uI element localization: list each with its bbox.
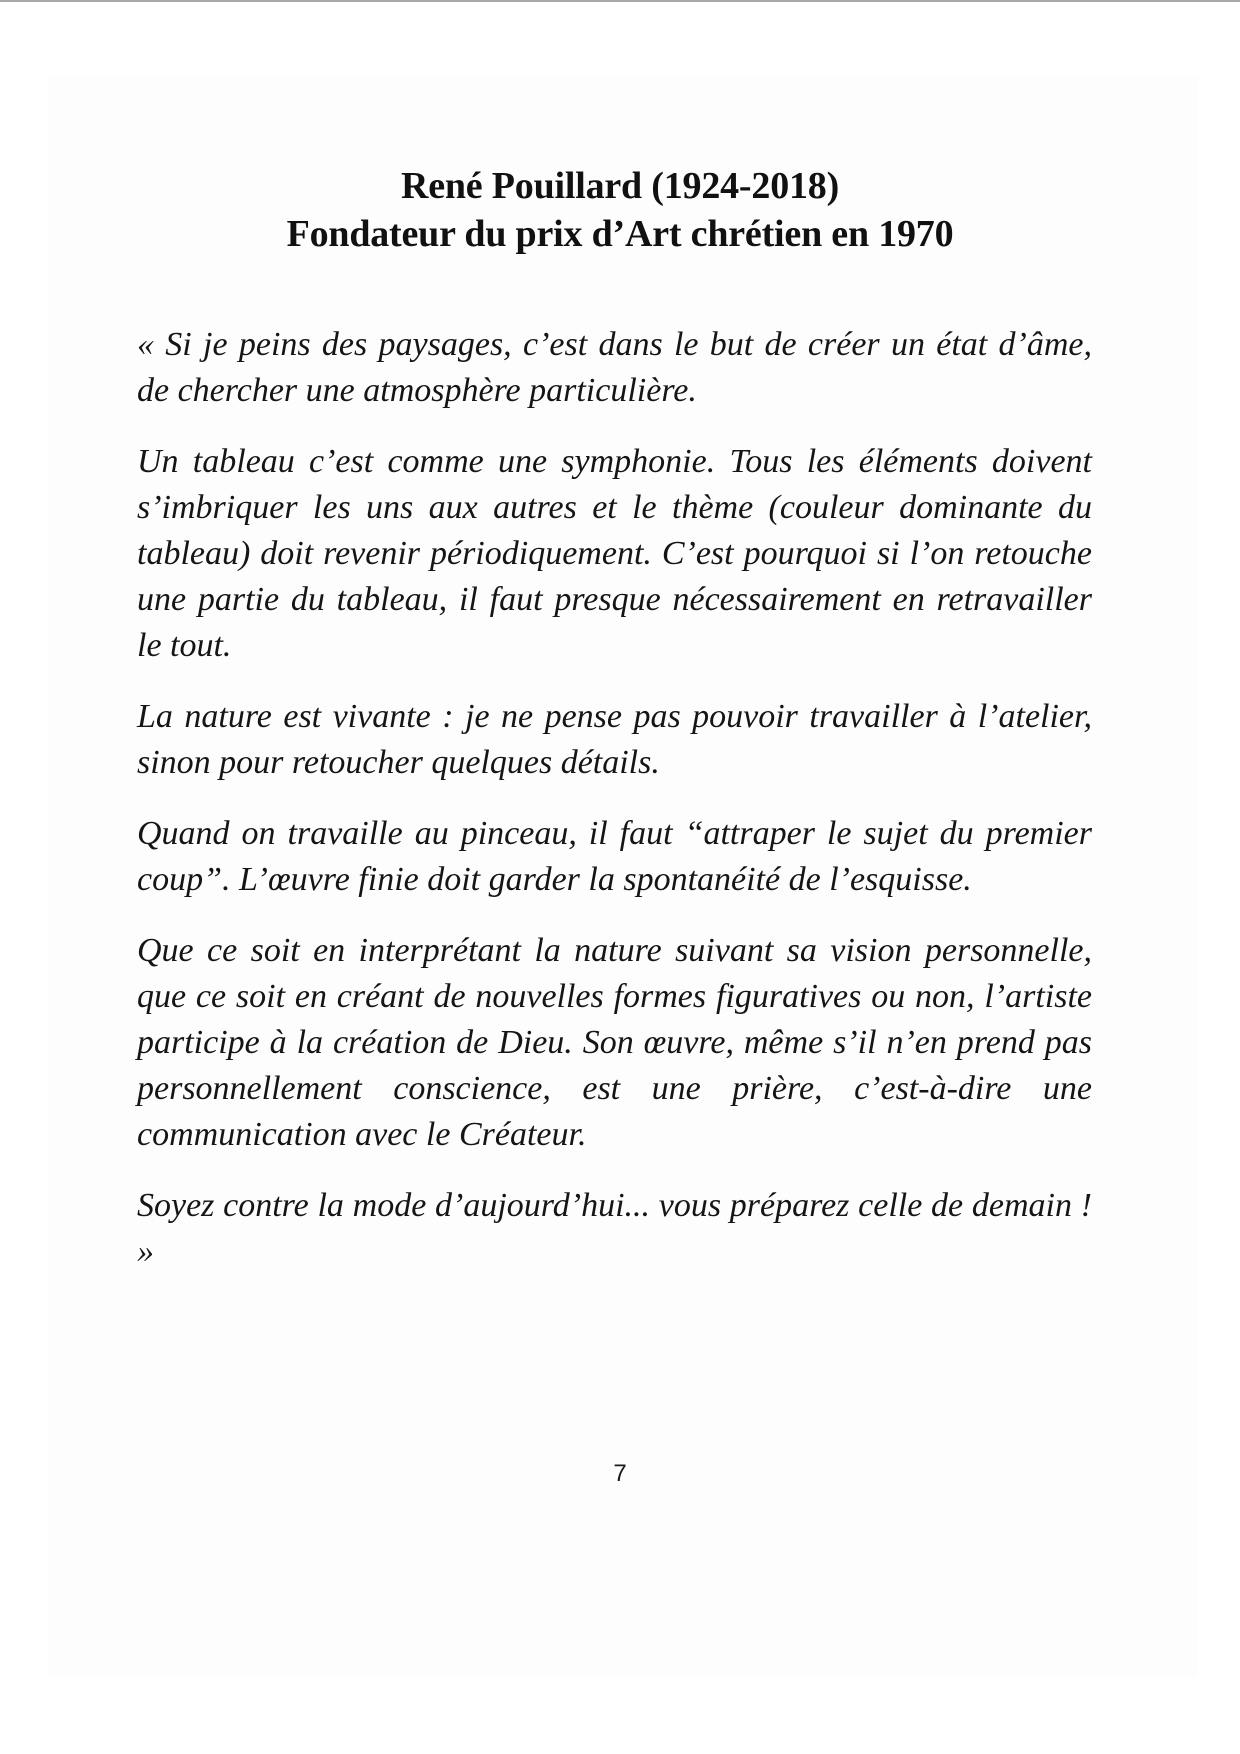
quote-paragraph: La nature est vivante : je ne pense pas pouvoir travailler à l’atelier, sinon pour retoucher quelques détails. — [137, 698, 1092, 781]
page-title — [0, 162, 1240, 258]
quote-paragraph: Quand on travaille au pinceau, il faut “attraper le sujet du premier coup”. L’œuvre finie doit garder la spontanéité de l’esquisse. — [137, 815, 1092, 898]
quote-paragraph: Soyez contre la mode d’aujourd’hui... vous préparez celle de demain ! » — [137, 1187, 1092, 1270]
quote-paragraph: Que ce soit en interprétant la nature suivant sa vision personnelle, que ce soit en créant de nouvelles formes figuratives ou non, l’artiste participe à la création de Dieu. Son œuvre, même s’il n’en prend pas personnellement conscience, est une prière, c’est-à-dire une communication avec le Créateur. — [137, 932, 1092, 1153]
page-number: 7 — [613, 1460, 627, 1487]
title-line-subtitle: Fondateur du prix d’Art chrétien en 1970 — [286, 213, 954, 255]
title-line-name: René Pouillard (1924-2018) — [400, 165, 840, 207]
quote-paragraph: Un tableau c’est comme une symphonie. Tous les éléments doivent s’imbriquer les uns aux autres et le thème (couleur dominante du tableau) doit revenir périodiquement. C’est pourquoi si l’on retouche une partie du tableau, il faut presque nécessairement en retravailler le tout. — [137, 443, 1092, 664]
quote-body — [137, 322, 1092, 1300]
quote-paragraph: « Si je peins des paysages, c’est dans le but de créer un état d’âme, de chercher une atmosphère particulière. — [137, 326, 1092, 409]
